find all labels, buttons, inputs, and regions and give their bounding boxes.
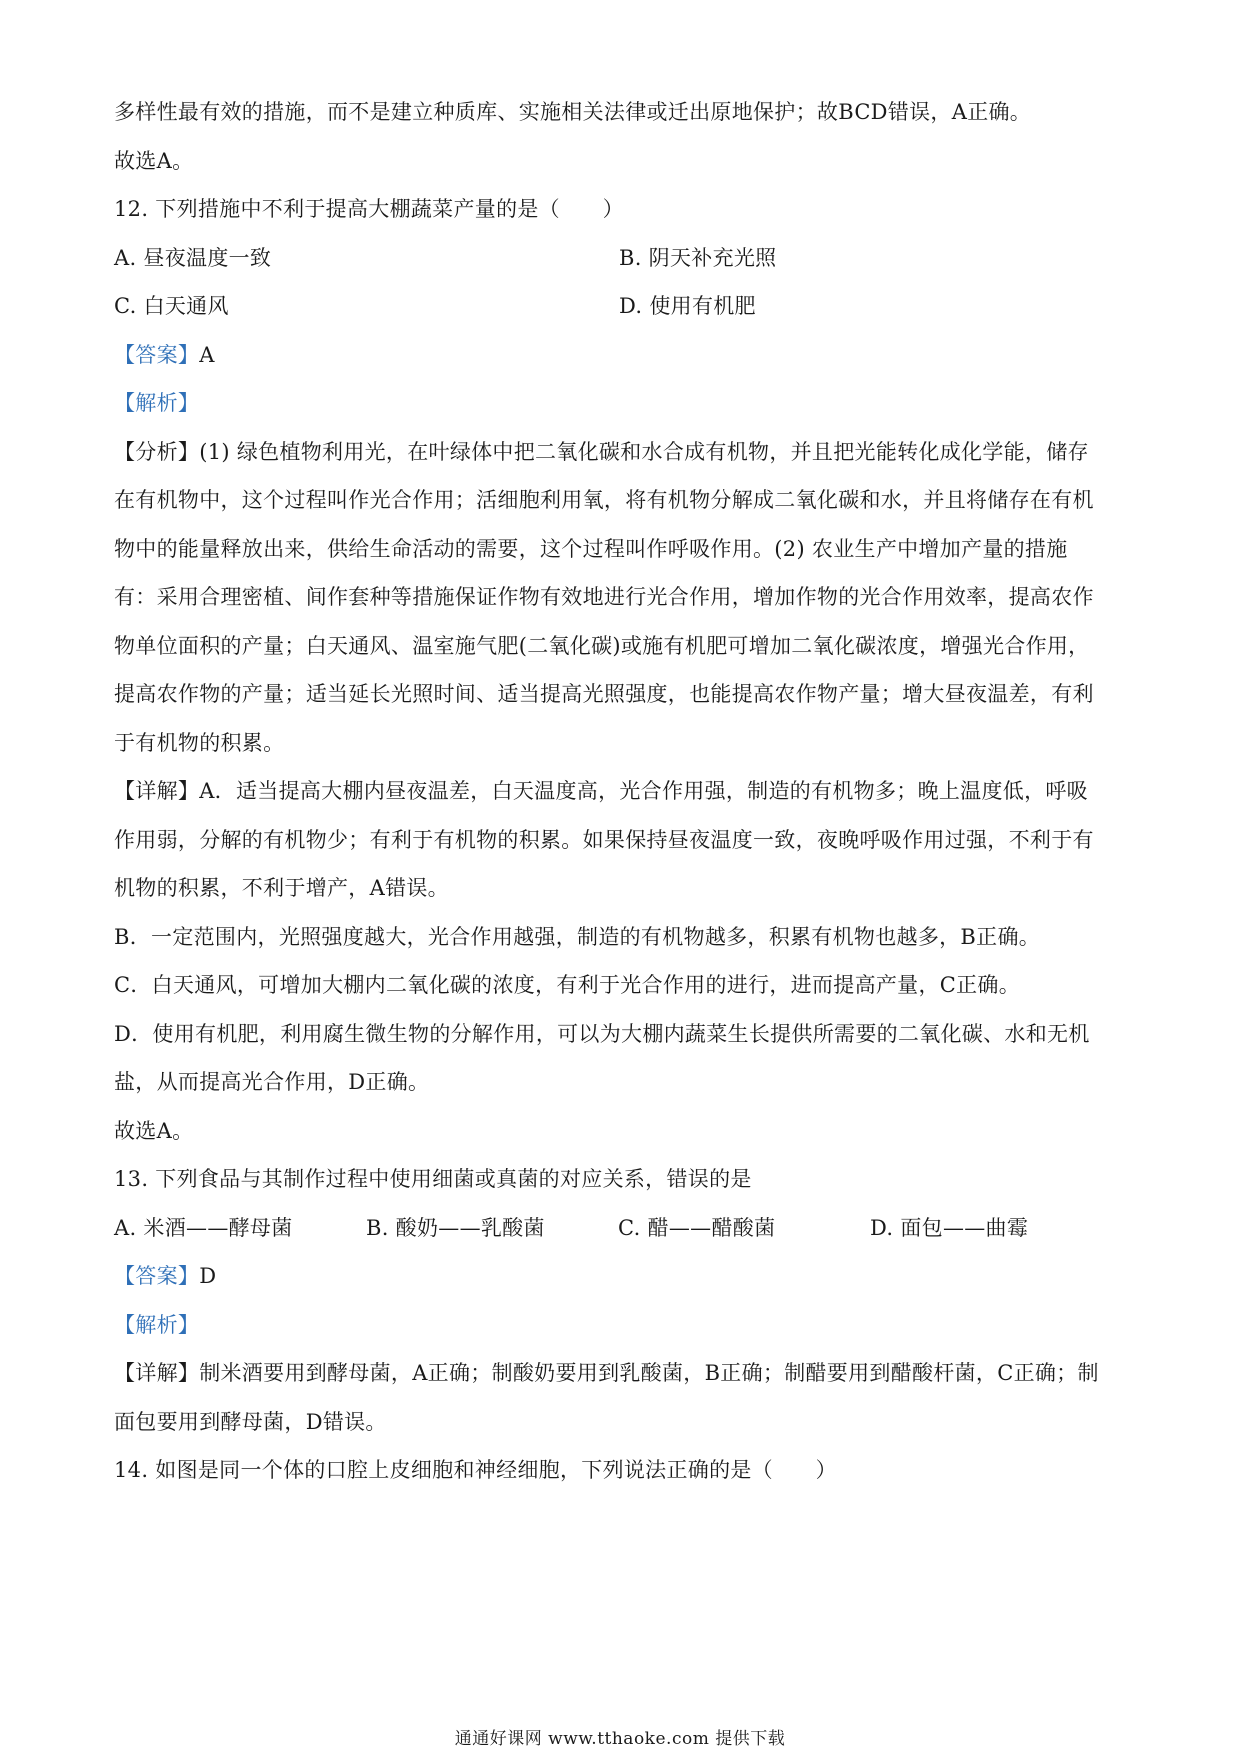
question-12-analysis-heading bbox=[114, 387, 1130, 419]
detail-line: C．白天通风，可增加大棚内二氧化碳的浓度，有利于光合作用的进行，进而提高产量，C正确。 bbox=[114, 973, 1021, 997]
detail-text: 制米酒要用到酵母菌，A正确；制酸奶要用到乳酸菌，B正确；制醋要用到醋酸杆菌，C正确；制 bbox=[199, 1361, 1099, 1385]
option-a: A. 米酒——酵母菌 bbox=[114, 1215, 293, 1240]
detail-line: D．使用有机肥，利用腐生微生物的分解作用，可以为大棚内蔬菜生长提供所需要的二氧化碳、水和无机 bbox=[114, 1021, 1090, 1046]
analysis-line: 提高农作物的产量；适当延长光照时间、适当提高光照强度，也能提高农作物产量；增大昼夜温差，有利 bbox=[114, 682, 1094, 706]
analysis-line: 物中的能量释放出来，供给生命活动的需要，这个过程叫作呼吸作用。(2) 农业生产中增加产量的措施 bbox=[114, 536, 1068, 561]
question-13-analysis-heading bbox=[114, 1309, 1130, 1341]
detail-line: 盐，从而提高光合作用，D正确。 bbox=[114, 1070, 430, 1094]
analysis-line: 物单位面积的产量；白天通风、温室施气肥(二氧化碳)或施有机肥可增加二氧化碳浓度，增强光合作用， bbox=[114, 633, 1090, 658]
analysis-line: 有：采用合理密植、间作套种等措施保证作物有效地进行光合作用，增加作物的光合作用效率，提高农作 bbox=[114, 585, 1094, 609]
question-13-options-row bbox=[114, 1212, 1130, 1244]
question-13-stem: 13. 下列食品与其制作过程中使用细菌或真菌的对应关系，错误的是 bbox=[114, 1167, 752, 1191]
answer-value: D bbox=[199, 1264, 217, 1288]
answer-tag: 【答案】 bbox=[114, 342, 200, 367]
detail-tag: 【详解】 bbox=[114, 1361, 200, 1385]
detail-text: A．适当提高大棚内昼夜温差，白天温度高，光合作用强，制造的有机物多；晚上温度低，呼吸 bbox=[199, 779, 1088, 803]
option-a: A. 昼夜温度一致 bbox=[114, 245, 272, 270]
question-13-answer bbox=[114, 1260, 1130, 1292]
detail-line bbox=[114, 775, 1130, 807]
detail-tag: 【详解】 bbox=[114, 779, 200, 803]
detail-line: B．一定范围内，光照强度越大，光合作用越强，制造的有机物越多，积累有机物也越多，B正确。 bbox=[114, 924, 1041, 949]
detail-line: 机物的积累，不利于增产，A错误。 bbox=[114, 876, 449, 900]
analysis-line bbox=[114, 436, 1130, 468]
page-footer: 通通好课网 www.tthaoke.com 提供下载 bbox=[454, 1729, 786, 1749]
answer-tag: 【答案】 bbox=[114, 1264, 200, 1288]
fenxi-tag: 【分析】 bbox=[114, 439, 200, 464]
analysis-tag: 【解析】 bbox=[114, 1312, 200, 1337]
detail-line bbox=[114, 1357, 1130, 1389]
analysis-line: 在有机物中，这个过程叫作光合作用；活细胞利用氧，将有机物分解成二氧化碳和水，并且将储存在有机 bbox=[114, 488, 1094, 512]
question-12-options-row-2 bbox=[114, 290, 1130, 322]
question-12-stem: 12. 下列措施中不利于提高大棚蔬菜产量的是（ ） bbox=[114, 197, 624, 221]
option-b: B. 酸奶——乳酸菌 bbox=[366, 1215, 545, 1240]
analysis-text: (1) 绿色植物利用光，在叶绿体中把二氧化碳和水合成有机物，并且把光能转化成化学能，储存 bbox=[199, 439, 1089, 464]
detail-line: 面包要用到酵母菌，D错误。 bbox=[114, 1409, 387, 1434]
document-body bbox=[114, 96, 1130, 1503]
question-12-options-row-1 bbox=[114, 242, 1130, 274]
conclusion-line: 故选A。 bbox=[114, 1118, 194, 1143]
option-d: D. 面包——曲霉 bbox=[870, 1215, 1029, 1240]
question-12-answer bbox=[114, 339, 1130, 371]
option-d: D. 使用有机肥 bbox=[619, 294, 756, 318]
question-14-stem: 14. 如图是同一个体的口腔上皮细胞和神经细胞，下列说法正确的是（ ） bbox=[114, 1458, 837, 1482]
conclusion-line: 故选A。 bbox=[114, 148, 194, 173]
detail-line: 作用弱，分解的有机物少；有利于有机物的积累。如果保持昼夜温度一致，夜晚呼吸作用过强，不利于有 bbox=[114, 827, 1094, 852]
option-c: C. 白天通风 bbox=[114, 294, 229, 318]
analysis-tag: 【解析】 bbox=[114, 391, 200, 415]
option-b: B. 阴天补充光照 bbox=[619, 245, 777, 270]
answer-value: A bbox=[199, 342, 215, 367]
analysis-line: 于有机物的积累。 bbox=[114, 730, 285, 755]
option-c: C. 醋——醋酸菌 bbox=[618, 1215, 776, 1240]
paragraph-line: 多样性最有效的措施，而不是建立种质库、实施相关法律或迁出原地保护；故BCD错误，A正确。 bbox=[114, 100, 1032, 124]
